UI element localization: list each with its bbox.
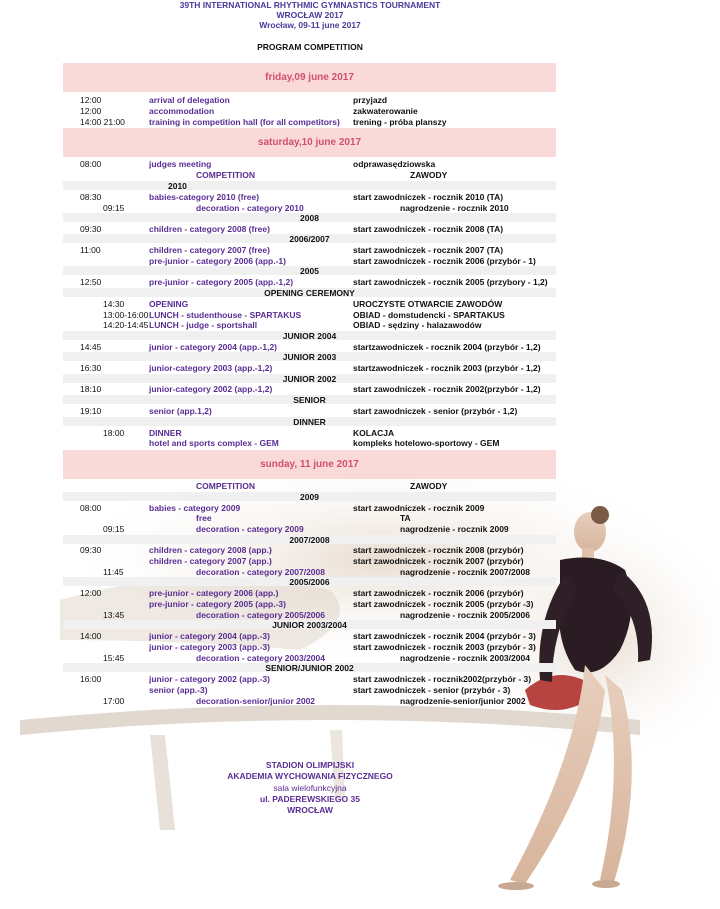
venue-hall: sala wielofunkcyjna (273, 783, 347, 793)
venue-academy: AKADEMIA WYCHOWANIA FIZYCZNEGO (227, 771, 393, 781)
row-time: 14:45 (80, 342, 102, 352)
row-time: 12:50 (80, 277, 102, 287)
row-time: 09:15 (103, 524, 125, 534)
row-time: 08:00 (80, 503, 102, 513)
section-senior-junior: SENIOR/JUNIOR 2002 (265, 663, 354, 673)
section-year: 2005 (300, 266, 319, 276)
row-time: 14:20-14:45 (103, 320, 149, 330)
row-event: decoration - category 2005/2006 (196, 610, 325, 620)
tournament-dates: Wrocław, 09-11 june 2017 (259, 20, 361, 30)
day-header-sunday: sunday, 11 june 2017 (63, 450, 556, 479)
section-senior: SENIOR (293, 395, 326, 405)
competition-label: COMPETITION (196, 170, 256, 180)
row-event: judges meeting (149, 159, 212, 169)
row-polish: nagrodzenie - rocznik 2003/2004 (400, 653, 530, 663)
row-event: free (196, 513, 212, 523)
row-event: pre-junior - category 2006 (app.) (149, 588, 279, 598)
day-header-friday: friday,09 june 2017 (63, 63, 556, 92)
row-event: hotel and sports complex - GEM (149, 438, 279, 448)
row-polish: TA (400, 513, 411, 523)
row-polish: start zawodniczek - rocznik 2003 (przybór - 3) (353, 642, 536, 652)
row-event: decoration - category 2003/2004 (196, 653, 325, 663)
row-polish: OBIAD - sędziny - halazawodów (353, 320, 482, 330)
row-time: 16:00 (80, 674, 102, 684)
section-year: 2009 (300, 492, 319, 502)
row-event: DINNER (149, 428, 182, 438)
venue-city: WROCŁAW (287, 805, 333, 815)
row-time: 09:30 (80, 224, 102, 234)
row-time: 09:30 (80, 545, 102, 555)
row-event: junior - category 2004 (app.-1,2) (149, 342, 278, 352)
row-event: junior - category 2004 (app.-3) (149, 631, 270, 641)
row-polish: OBIAD - domstudencki - SPARTAKUS (353, 310, 505, 320)
row-polish: start zawodniczek - rocznik2002(przybór - 3) (353, 674, 532, 684)
row-polish: start zawodniczek - senior (przybór - 3) (353, 685, 511, 695)
row-event: junior - category 2002 (app.-3) (149, 674, 270, 684)
opening-ceremony-label: OPENING CEREMONY (264, 288, 355, 298)
row-polish: kompleks hotelowo-sportowy - GEM (353, 438, 500, 448)
row-time: 15:45 (103, 653, 125, 663)
row-polish: startzawodniczek - rocznik 2003 (przybór - 1,2) (353, 363, 541, 373)
row-polish: KOLACJA (353, 428, 395, 438)
section-year: 2006/2007 (289, 234, 330, 244)
row-polish: odprawasędziowska (353, 159, 436, 169)
row-polish: nagrodzenie - rocznik 2009 (400, 524, 509, 534)
section-junior: JUNIOR 2004 (282, 331, 337, 341)
row-polish: nagrodzenie - rocznik 2010 (400, 203, 509, 213)
row-event: junior - category 2003 (app.-3) (149, 642, 270, 652)
row-event: pre-junior - category 2005 (app.-3) (149, 599, 286, 609)
zawody-label: ZAWODY (410, 170, 448, 180)
row-polish: start zawodniczek - rocznik 2002(przybór - 1,2) (353, 384, 541, 394)
row-time: 09:15 (103, 203, 125, 213)
row-time: 08:00 (80, 159, 102, 169)
section-year: 2008 (300, 213, 319, 223)
row-time: 18:00 (103, 428, 125, 438)
row-event: children - category 2007 (app.) (149, 556, 272, 566)
row-polish: trening - próba planszy (353, 117, 447, 127)
tournament-title: 39TH INTERNATIONAL RHYTHMIC GYMNASTICS TOURNAMENT (179, 0, 441, 10)
row-time: 13:45 (103, 610, 125, 620)
row-polish: start zawodniczek - rocznik 2007 (TA) (353, 245, 504, 255)
row-polish: start zawodniczek - rocznik 2008 (przybór) (353, 545, 524, 555)
row-polish: nagrodzenie - rocznik 2007/2008 (400, 567, 530, 577)
row-polish: start zawodniczek - rocznik 2008 (TA) (353, 224, 504, 234)
tournament-city-year: WROCŁAW 2017 (276, 10, 344, 20)
row-event: training in competition hall (for all competitors) (149, 117, 340, 127)
row-polish: przyjazd (353, 95, 388, 105)
row-time: 08:30 (80, 192, 102, 202)
day-header-saturday: saturday,10 june 2017 (63, 128, 556, 157)
row-event: LUNCH - studenthouse - SPARTAKUS (149, 310, 302, 320)
row-time: 16:30 (80, 363, 102, 373)
row-event: children - category 2008 (free) (149, 224, 270, 234)
row-event: arrival of delegation (149, 95, 230, 105)
section-year: 2007/2008 (289, 535, 330, 545)
competition-label: COMPETITION (196, 481, 256, 491)
row-event: LUNCH - judge - sportshall (149, 320, 258, 330)
row-polish: start zawodniczek - rocznik 2006 (przybór - 1) (353, 256, 536, 266)
row-event: children - category 2008 (app.) (149, 545, 272, 555)
section-junior: JUNIOR 2003 (282, 352, 337, 362)
row-polish: UROCZYSTE OTWARCIE ZAWODÓW (353, 299, 503, 309)
zawody-label: ZAWODY (410, 481, 448, 491)
row-event: babies - category 2009 (149, 503, 241, 513)
row-event: senior (app.-3) (149, 685, 208, 695)
row-time: 14:30 (103, 299, 125, 309)
row-event: pre-junior - category 2005 (app.-1,2) (149, 277, 294, 287)
row-time: 13:00-16:00 (103, 310, 149, 320)
row-time: 18:10 (80, 384, 102, 394)
row-event: decoration - category 2007/2008 (196, 567, 325, 577)
row-event: pre-junior - category 2006 (app.-1) (149, 256, 286, 266)
row-time: 11:45 (103, 567, 124, 577)
row-event: senior (app.1,2) (149, 406, 212, 416)
row-polish: zakwaterowanie (353, 106, 418, 116)
row-event: children - category 2007 (free) (149, 245, 270, 255)
row-time: 11:00 (80, 245, 101, 255)
program-title: PROGRAM COMPETITION (257, 42, 363, 52)
row-polish: start zawodniczek - rocznik 2005 (przybór -3) (353, 599, 534, 609)
row-polish: start zawodniczek - rocznik 2006 (przybór) (353, 588, 524, 598)
row-polish: start zawodniczek - rocznik 2009 (353, 503, 485, 513)
section-year: 2010 (168, 181, 187, 191)
row-event: OPENING (149, 299, 189, 309)
section-junior: JUNIOR 2003/2004 (272, 620, 347, 630)
row-time: 12:00 (80, 106, 102, 116)
row-polish: start zawodniczek - senior (przybór - 1,2) (353, 406, 518, 416)
row-polish: start zawodniczek - rocznik 2010 (TA) (353, 192, 504, 202)
venue-street: ul. PADEREWSKIEGO 35 (260, 794, 360, 804)
row-event: decoration - category 2010 (196, 203, 304, 213)
row-event: junior-category 2002 (app.-1,2) (149, 384, 273, 394)
row-time: 14:00 21:00 (80, 117, 125, 127)
row-event: junior-category 2003 (app.-1,2) (149, 363, 273, 373)
row-time: 19:10 (80, 406, 102, 416)
section-dinner: DINNER (293, 417, 326, 427)
row-time: 14:00 (80, 631, 102, 641)
row-event: babies-category 2010 (free) (149, 192, 260, 202)
row-polish: start zawodniczek - rocznik 2007 (przybór) (353, 556, 524, 566)
row-polish: start zawodniczek - rocznik 2004 (przybór - 3) (353, 631, 536, 641)
row-time: 12:00 (80, 588, 102, 598)
venue-name: STADION OLIMPIJSKI (265, 760, 355, 770)
row-polish: start zawodniczek - rocznik 2005 (przybory - 1,2) (353, 277, 548, 287)
row-time: 12:00 (80, 95, 102, 105)
section-junior: JUNIOR 2002 (282, 374, 337, 384)
row-event: decoration-senior/junior 2002 (196, 696, 316, 706)
section-stripe (63, 181, 556, 190)
row-polish: startzawodniczek - rocznik 2004 (przybór - 1,2) (353, 342, 541, 352)
row-polish: nagrodzenie-senior/junior 2002 (400, 696, 526, 706)
row-polish: nagrodzenie - rocznik 2005/2006 (400, 610, 530, 620)
section-year: 2005/2006 (289, 577, 330, 587)
row-event: decoration - category 2009 (196, 524, 304, 534)
row-event: accommodation (149, 106, 215, 116)
row-time: 17:00 (103, 696, 125, 706)
